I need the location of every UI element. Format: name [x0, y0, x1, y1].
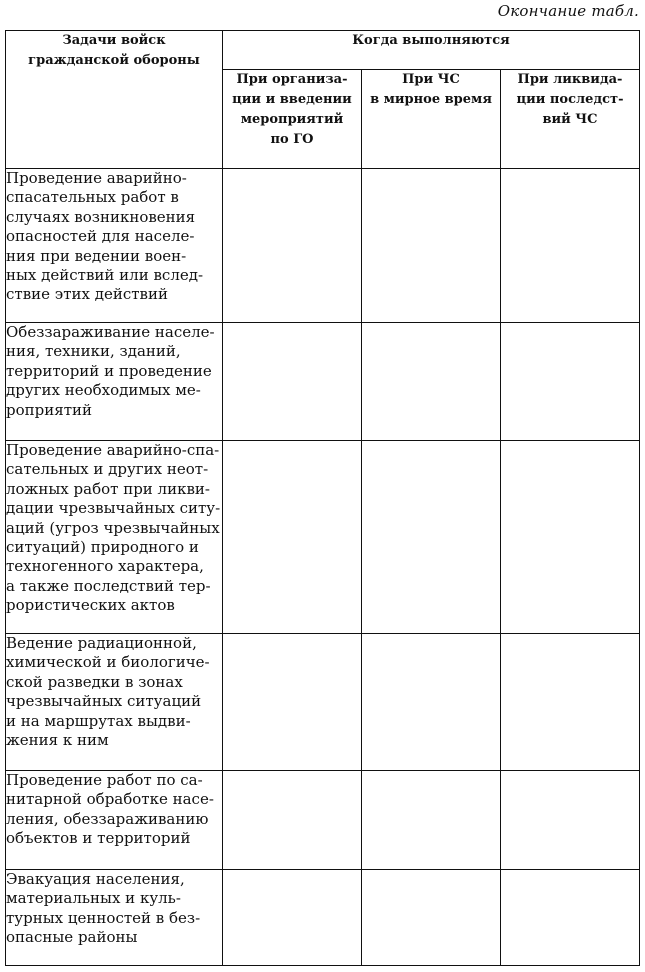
table-row: [6, 169, 640, 323]
column-header-peacetime-emergency: При ЧС в мирное время: [362, 70, 501, 169]
civil-defense-tasks-table: [5, 30, 640, 966]
task-cell: Проведение аварийно-спа- сательных и других неот- ложных работ при ликви- дации чрезвычайных ситу- аций (угроз чрезвычайных ситуаций) природного и техногенного характера, а также последствий тер- рористических актов: [6, 441, 223, 634]
column-header-go-measures: При организа- ции и введении мероприятий по ГО: [223, 70, 362, 169]
column-header-emergency-liquidation: При ликвида- ции последст- вий ЧС: [501, 70, 640, 169]
task-cell: Проведение аварийно- спасательных работ в случаях возникновения опасностей для населе- ния при ведении воен- ных действий или вслед- ствие этих действий: [6, 169, 223, 323]
empty-cell: [223, 441, 362, 634]
empty-cell: [223, 634, 362, 771]
table-row: [6, 441, 640, 634]
empty-cell: [362, 870, 501, 966]
task-cell: Обеззараживание населе- ния, техники, зданий, территорий и проведение других необходимых ме- роприятий: [6, 323, 223, 441]
task-cell: Проведение работ по са- нитарной обработке насе- ления, обеззараживанию объектов и территорий: [6, 771, 223, 870]
empty-cell: [501, 169, 640, 323]
empty-cell: [362, 441, 501, 634]
empty-cell: [501, 441, 640, 634]
header-row-top: [6, 31, 640, 70]
empty-cell: [362, 323, 501, 441]
empty-cell: [501, 323, 640, 441]
empty-cell: [362, 634, 501, 771]
empty-cell: [501, 771, 640, 870]
empty-cell: [362, 771, 501, 870]
empty-cell: [223, 870, 362, 966]
table-row: [6, 634, 640, 771]
empty-cell: [501, 870, 640, 966]
empty-cell: [223, 169, 362, 323]
table-row: [6, 870, 640, 966]
tasks-column-header: Задачи войск гражданской обороны: [6, 31, 223, 169]
when-performed-group-header: Когда выполняются: [223, 31, 640, 70]
table-row: [6, 771, 640, 870]
task-cell: Эвакуация населения, материальных и куль- турных ценностей в без- опасные районы: [6, 870, 223, 966]
empty-cell: [362, 169, 501, 323]
empty-cell: [223, 323, 362, 441]
table-continuation-caption: Окончание табл.: [497, 2, 639, 20]
table-row: [6, 323, 640, 441]
empty-cell: [501, 634, 640, 771]
empty-cell: [223, 771, 362, 870]
task-cell: Ведение радиационной, химической и биологиче- ской разведки в зонах чрезвычайных ситуаций и на маршрутах выдви- жения к ним: [6, 634, 223, 771]
